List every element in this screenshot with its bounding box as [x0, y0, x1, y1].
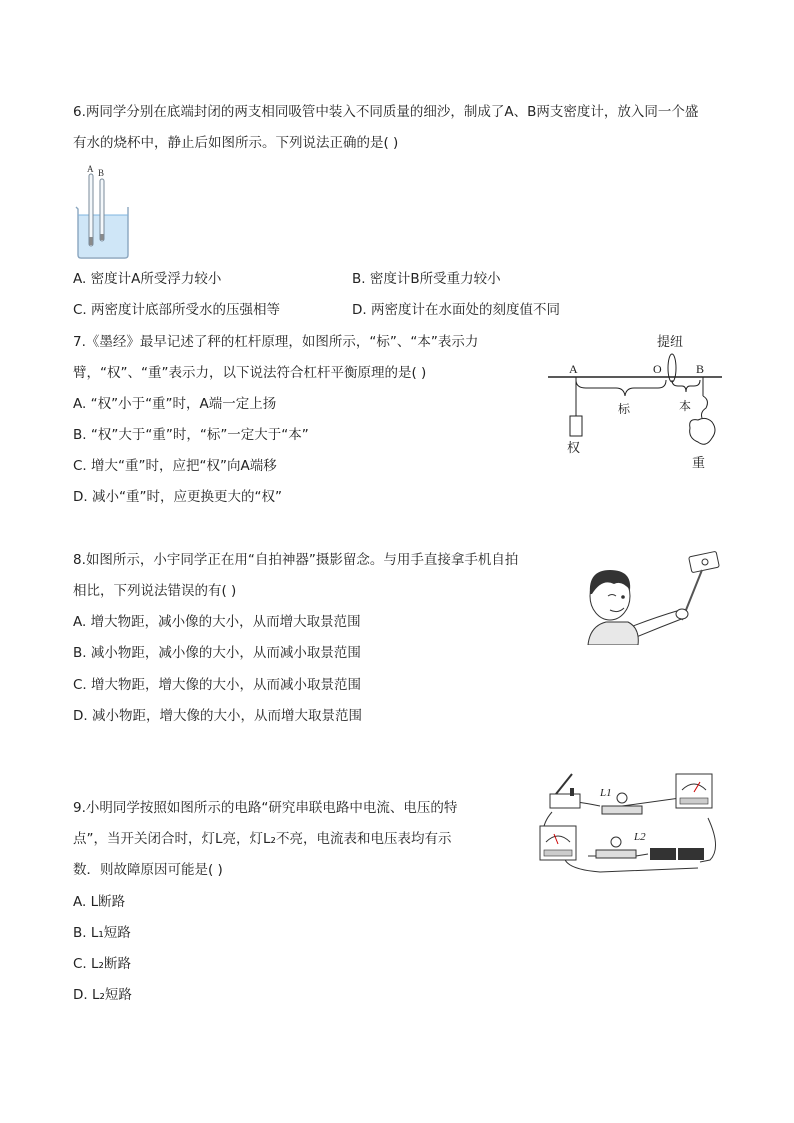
q9-stem-line2: 点”，当开关闭合时，灯L亮，灯L₂不亮，电流表和电压表均有示 [73, 831, 452, 847]
q9-label-l1: L1 [600, 787, 612, 799]
q8-stem-line2: 相比，下列说法错误的有( ) [73, 583, 237, 599]
q8-selfie-figure [578, 550, 723, 645]
q7-option-c: C. 增大“重”时，应把“权”向A端移 [73, 458, 277, 474]
q9-battery-2 [678, 848, 704, 860]
q9-option-b: B. L₁短路 [73, 925, 131, 941]
q9-option-c: C. L₂断路 [73, 956, 131, 972]
q7-weight-quan [570, 416, 582, 436]
q7-hook [702, 396, 708, 418]
q7-option-a: A. “权”小于“重”时，A端一定上扬 [73, 396, 277, 412]
q7-tizhu-loop [668, 354, 676, 382]
q7-label-quan: 权 [567, 441, 581, 456]
q6-stem-line1: 6.两同学分别在底端封闭的两支相同吸管中装入不同质量的细沙，制成了A、B两支密度计，放入同一个盛 [73, 104, 699, 120]
q9-option-a: A. L断路 [73, 894, 126, 910]
q7-label-o: O [653, 362, 662, 376]
q9-battery-1 [650, 848, 676, 860]
q7-option-d: D. 减小“重”时，应更换更大的“权” [73, 489, 282, 505]
q9-option-d: D. L₂短路 [73, 987, 132, 1003]
q6-tube-b [100, 179, 104, 241]
q6-beaker-figure [72, 163, 132, 261]
q7-steelyard-figure [540, 330, 730, 475]
q7-label-b: B [696, 362, 705, 376]
q7-label-ben: 本 [679, 399, 692, 413]
q9-switch [550, 794, 580, 808]
q9-circuit-figure [530, 768, 725, 878]
q6-fig-label-b: B [98, 168, 105, 178]
q7-brace-biao [576, 380, 666, 396]
q9-lamp-l1 [602, 806, 642, 814]
q8-body [588, 622, 638, 645]
q8-option-b: B. 减小物距，减小像的大小，从而减小取景范围 [73, 645, 361, 661]
q7-label-a: A [569, 362, 578, 376]
q7-brace-ben [672, 380, 700, 392]
q6-tube-a [89, 174, 93, 246]
q9-stem-line1: 9.小明同学按照如图所示的电路“研究串联电路中电流、电压的特 [73, 800, 458, 816]
q9-lamp-l2 [596, 850, 636, 858]
q6-option-a: A. 密度计A所受浮力较小 [73, 271, 222, 287]
q7-stem-line2: 臂，“权”、“重”表示力，以下说法符合杠杆平衡原理的是( ) [73, 365, 427, 381]
q6-stem-line2: 有水的烧杯中，静止后如图所示。下列说法正确的是( ) [73, 135, 399, 151]
q7-object-zhong [690, 418, 715, 444]
q8-phone [689, 551, 720, 572]
q8-option-a: A. 增大物距，减小像的大小，从而增大取景范围 [73, 614, 361, 630]
q6-option-b: B. 密度计B所受重力较小 [352, 271, 501, 287]
q7-label-tizhu: 提纽 [657, 335, 684, 350]
q6-fig-label-a: A [87, 164, 94, 174]
q9-stem-line3: 数．则故障原因可能是( ) [73, 862, 223, 878]
q6-option-d: D. 两密度计在水面处的刻度值不同 [352, 302, 560, 318]
q8-option-c: C. 增大物距，增大像的大小，从而减小取景范围 [73, 677, 362, 693]
q8-stem-line1: 8.如图所示，小宇同学正在用“自拍神器”摄影留念。与用手直接拿手机自拍 [73, 552, 519, 568]
q6-option-c: C. 两密度计底部所受水的压强相等 [73, 302, 281, 318]
q9-label-l2: L2 [634, 831, 646, 843]
q7-stem-line1: 7.《墨经》最早记述了秤的杠杆原理，如图所示，“标”、“本”表示力 [73, 334, 479, 350]
q7-label-zhong: 重 [692, 456, 706, 471]
q7-option-b: B. “权”大于“重”时，“标”一定大于“本” [73, 427, 309, 443]
q8-option-d: D. 减小物距，增大像的大小，从而增大取景范围 [73, 708, 362, 724]
q7-label-biao: 标 [618, 402, 631, 416]
